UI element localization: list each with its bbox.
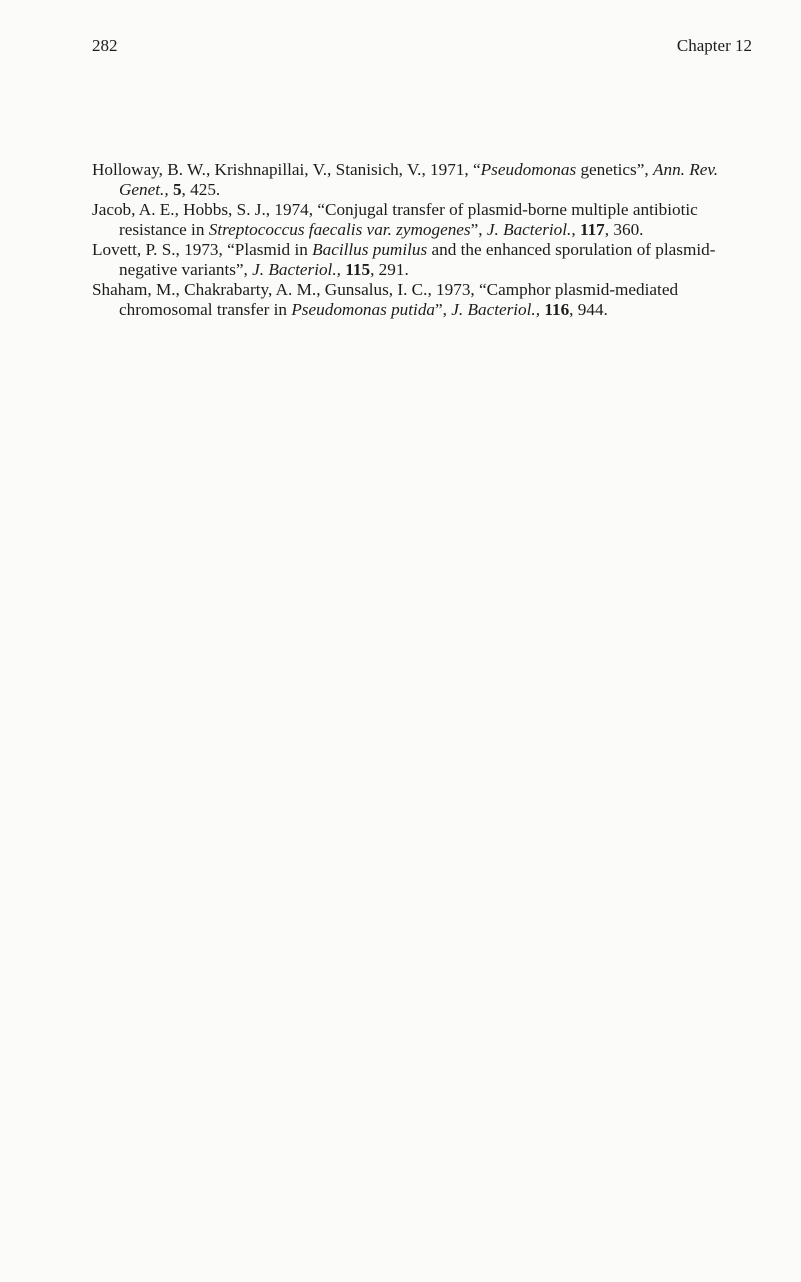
reference-volume: 116	[544, 300, 570, 319]
reference-title: “	[473, 160, 481, 179]
reference-title: “Plasmid in	[227, 240, 313, 259]
reference-list	[92, 160, 737, 320]
page-number: 282	[92, 36, 118, 55]
reference-title-italic: Bacillus pumilus	[312, 240, 428, 259]
chapter-title: Chapter 12	[676, 36, 752, 55]
reference-title-italic: Pseudomonas putida	[291, 300, 436, 319]
reference-pages: , 425.	[181, 180, 221, 199]
reference-pages: , 360.	[604, 220, 644, 239]
reference-pages: , 944.	[569, 300, 608, 319]
reference-entry	[92, 200, 737, 240]
reference-journal: J. Bacteriol.,	[486, 220, 576, 239]
reference-title: “Conjugal transfer of plasmid-borne multiple antibiotic resistance in	[119, 200, 698, 239]
reference-volume: 115	[345, 260, 371, 279]
reference-title: ”,	[435, 300, 452, 319]
reference-title-italic: Streptococcus faecalis var. zymogenes	[208, 220, 471, 239]
reference-entry	[92, 160, 737, 200]
reference-journal: J. Bacteriol.,	[252, 260, 341, 279]
reference-volume: 117	[579, 220, 605, 239]
reference-entry	[92, 280, 737, 320]
reference-authors: Shaham, M., Chakrabarty, A. M., Gunsalus, I. C., 1973,	[92, 280, 480, 299]
page-header	[92, 36, 752, 60]
reference-title: ”,	[470, 220, 487, 239]
reference-title-italic: Pseudomonas	[480, 160, 577, 179]
reference-title: and the enhanced sporulation of plasmid-negative variants”,	[119, 240, 716, 279]
reference-pages: , 291.	[370, 260, 409, 279]
reference-journal: J. Bacteriol.,	[451, 300, 541, 319]
reference-authors: Jacob, A. E., Hobbs, S. J., 1974,	[92, 200, 318, 219]
reference-title: genetics”,	[576, 160, 653, 179]
reference-volume: 5	[172, 180, 182, 199]
reference-authors: Holloway, B. W., Krishnapillai, V., Stanisich, V., 1971,	[92, 160, 474, 179]
reference-title: “Camphor plasmid-mediated chromosomal transfer in	[119, 280, 679, 319]
reference-entry	[92, 240, 737, 280]
reference-journal: Ann. Rev. Genet.,	[119, 160, 719, 199]
reference-authors: Lovett, P. S., 1973,	[92, 240, 228, 259]
